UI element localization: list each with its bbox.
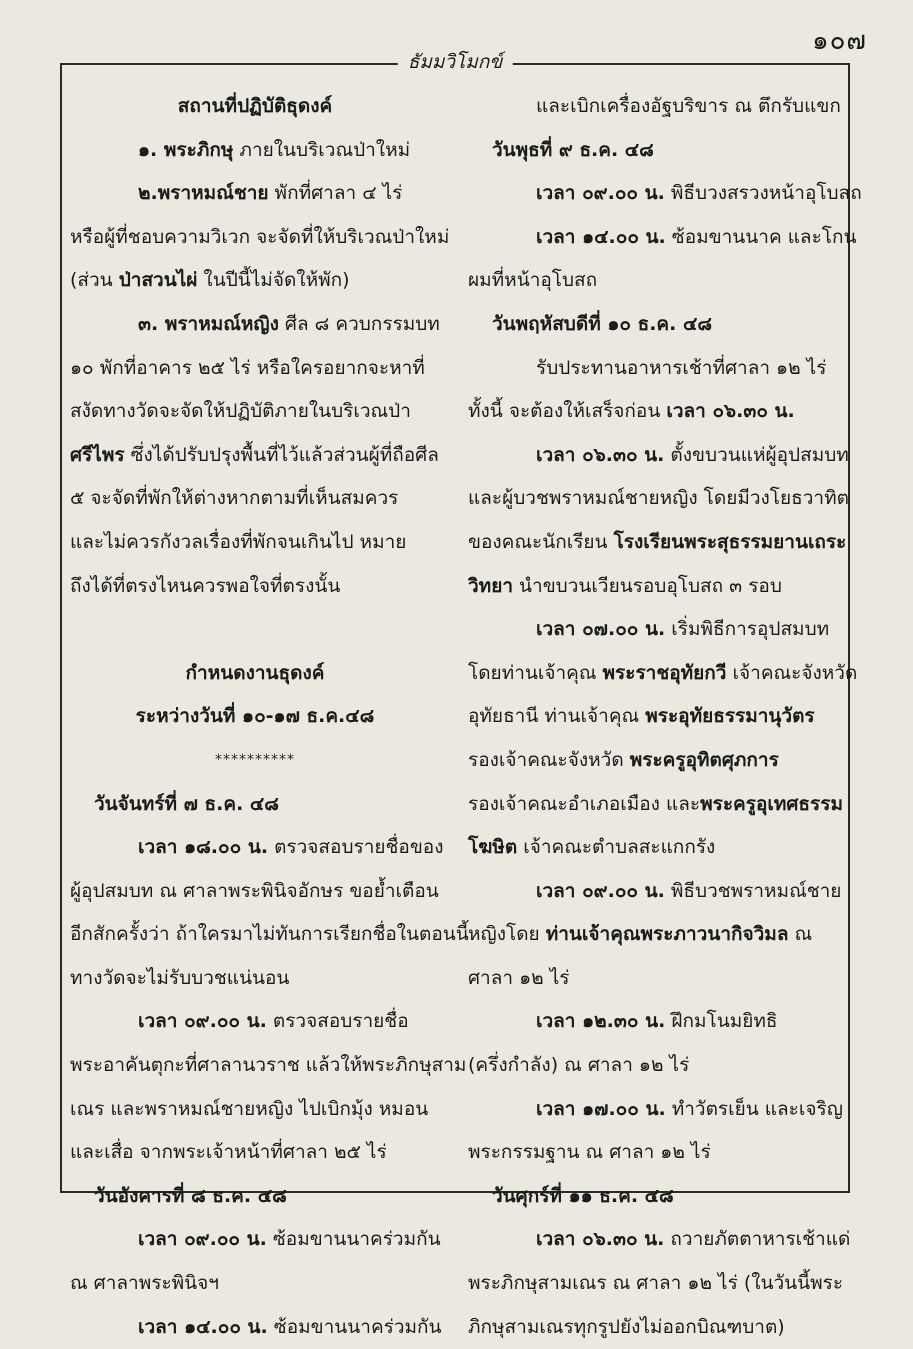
time-label: เวลา ๐๙.๐๐ น. xyxy=(138,1228,267,1251)
text-line: (ครึ่งกำลัง) ณ ศาลา ๑๒ ไร่ xyxy=(468,1054,690,1077)
text-line: และเบิกเครื่องอัฐบริขาร ณ ตึกรับแขก xyxy=(536,95,841,117)
day-heading-tuesday: วันอังคารที่ ๘ ธ.ค. ๔๘ xyxy=(94,1184,287,1207)
bold-term: วิทยา xyxy=(468,574,513,597)
section-title: สถานที่ปฏิบัติธุดงค์ xyxy=(177,95,333,117)
text-run: ภายในบริเวณป่าใหม่ xyxy=(233,138,411,161)
bold-term: ท่านเจ้าคุณพระภาวนากิจวิมล xyxy=(545,923,789,946)
text-line xyxy=(70,434,440,478)
right-column xyxy=(468,85,862,1349)
text-run: หญิงโดย xyxy=(468,923,546,946)
text-run: ศีล ๘ ควบกรรมบท xyxy=(278,312,440,335)
schedule-item xyxy=(468,172,862,216)
text-line: รับประทานอาหารเช้าที่ศาลา ๑๒ ไร่ xyxy=(536,356,827,379)
time-label: เวลา ๐๖.๓๐ น. xyxy=(666,400,795,423)
text-line: และผู้บวชพราหมณ์ชายหญิง โดยมีวงโยธวาทิต xyxy=(468,487,849,510)
text-line: ผมที่หน้าอุโบสถ xyxy=(468,269,598,292)
text-line xyxy=(70,129,440,173)
schedule-item xyxy=(468,608,838,652)
text-line: ผู้อุปสมบท ณ ศาลาพระพินิจอักษร ขอย้ำเตือน xyxy=(70,879,439,902)
text-line: เณร และพราหมณ์ชายหญิง ไปเบิกมุ้ง หมอน xyxy=(70,1097,429,1120)
text-run: ซ้อมขานนาคร่วมกัน xyxy=(266,1228,441,1251)
text-run: โดยท่านเจ้าคุณ xyxy=(468,661,603,684)
bold-term: ศรีไพร xyxy=(70,443,125,466)
text-run: ถวายภัตตาหารเช้าแด่ xyxy=(664,1228,851,1251)
text-run: รองเจ้าคณะอำเภอเมือง และ xyxy=(468,792,701,815)
text-run: ตรวจสอบรายชื่อ xyxy=(266,1010,409,1033)
time-label: เวลา ๑๔.๐๐ น. xyxy=(536,225,666,248)
text-run: ซึ่งได้ปรับปรุงพื้นที่ไว้แล้วส่วนผู้ที่ถือศีล xyxy=(124,443,439,466)
schedule-item xyxy=(70,1306,440,1349)
time-label: เวลา ๑๗.๐๐ น. xyxy=(536,1097,666,1120)
bold-term: ๓. พราหมณ์หญิง xyxy=(138,312,279,335)
bold-term: พระครูอุทิตศุภการ xyxy=(629,748,779,771)
text-run: ตรวจสอบรายชื่อของ xyxy=(268,836,444,859)
schedule-item xyxy=(70,1218,440,1262)
bold-term: พระครูอุเทศธรรม xyxy=(700,792,843,815)
text-run: ณ xyxy=(788,923,813,946)
schedule-item xyxy=(468,1088,843,1132)
text-line: สงัดทางวัดจะจัดให้ปฏิบัติภายในบริเวณป่า xyxy=(70,400,411,423)
schedule-item xyxy=(468,434,849,478)
time-label: เวลา ๐๖.๓๐ น. xyxy=(536,1228,665,1251)
blank-line xyxy=(70,608,440,652)
text-line: ภิกษุสามเณรทุกรูปยังไม่ออกบิณฑบาต) xyxy=(468,1315,785,1338)
schedule-item xyxy=(468,216,857,260)
text-run: เจ้าคณะตำบลสะแกกรัง xyxy=(517,836,716,859)
schedule-item xyxy=(70,826,444,870)
page-frame xyxy=(60,51,862,1338)
text-run: ในปีนี้ไม่จัดให้พัก) xyxy=(197,269,350,292)
time-label: เวลา ๐๖.๓๐ น. xyxy=(536,443,665,466)
text-run: พักที่ศาลา ๔ ไร่ xyxy=(268,182,403,205)
text-line xyxy=(468,652,858,696)
day-heading-friday: วันศุกร์ที่ ๑๑ ธ.ค. ๔๘ xyxy=(492,1184,674,1207)
day-heading-monday: วันจันทร์ที่ ๗ ธ.ค. ๔๘ xyxy=(94,792,279,815)
text-line: ๑๐ พักที่อาคาร ๒๕ ไร่ หรือใครอยากจะหาที่ xyxy=(70,356,425,379)
running-header: ธัมมวิโมกข์ xyxy=(398,47,513,77)
text-line: และไม่ควรกังวลเรื่องที่พักจนเกินไป หมาย xyxy=(70,530,407,553)
text-line: พระกรรมฐาน ณ ศาลา ๑๒ ไร่ xyxy=(468,1141,711,1164)
text-run: ฝึกมโนมยิทธิ xyxy=(665,1010,778,1033)
left-column xyxy=(70,85,469,1349)
text-line: พระภิกษุสามเณร ณ ศาลา ๑๒ ไร่ (ในวันนี้พระ xyxy=(468,1272,844,1295)
text-line xyxy=(70,303,440,347)
text-line xyxy=(468,521,847,565)
time-label: เวลา ๑๘.๐๐ น. xyxy=(138,836,269,859)
time-label: เวลา ๐๗.๐๐ น. xyxy=(536,618,666,641)
text-line: ๕ จะจัดที่พักให้ต่างหากตามที่เห็นสมควร xyxy=(70,487,399,510)
time-label: เวลา ๑๔.๐๐ น. xyxy=(138,1315,268,1338)
bold-term: โฆษิต xyxy=(468,836,518,859)
schedule-title: กำหนดงานธุดงค์ xyxy=(185,661,325,684)
text-run: พิธีบวชพราหมณ์ชาย xyxy=(664,879,842,902)
time-label: เวลา ๐๙.๐๐ น. xyxy=(536,182,665,205)
text-line xyxy=(468,913,838,957)
schedule-item xyxy=(468,1218,851,1262)
text-line xyxy=(468,739,838,783)
schedule-item xyxy=(70,1000,440,1044)
text-line: ทางวัดจะไม่รับบวชแน่นอน xyxy=(70,966,290,989)
page-number: ๑๐๗ xyxy=(812,26,867,56)
bold-term: ป่าสวนไผ่ xyxy=(118,269,198,292)
text-run: ซ้อมขานนาคร่วมกัน xyxy=(267,1315,442,1338)
separator-stars: ********** xyxy=(215,751,295,768)
text-run: ทั้งนี้ จะต้องให้เสร็จก่อน xyxy=(468,400,667,423)
schedule-item xyxy=(468,1000,838,1044)
text-line xyxy=(468,826,838,870)
text-line: พระอาคันตุกะที่ศาลานวราช แล้วให้พระภิกษุสาม xyxy=(70,1054,467,1077)
text-line: ศาลา ๑๒ ไร่ xyxy=(468,966,570,989)
text-run: นำขบวนเวียนรอบอุโบสถ ๓ รอบ xyxy=(513,574,782,597)
text-run: ตั้งขบวนแห่ผู้อุปสมบท xyxy=(664,443,849,466)
text-line xyxy=(70,259,440,303)
text-line xyxy=(468,783,843,827)
text-line xyxy=(468,390,838,434)
text-line: หรือผู้ที่ชอบความวิเวก จะจัดที่ให้บริเวณป่าใหม่ xyxy=(70,225,450,248)
schedule-range: ระหว่างวันที่ ๑๐-๑๗ ธ.ค.๔๘ xyxy=(135,705,375,728)
bold-term: โรงเรียนพระสุธรรมยานเถระ xyxy=(613,530,847,553)
day-heading-thursday: วันพฤหัสบดีที่ ๑๐ ธ.ค. ๔๘ xyxy=(492,312,713,335)
text-line: ณ ศาลาพระพินิจฯ xyxy=(70,1272,219,1295)
bold-term: พระอุทัยธรรมานุวัตร xyxy=(645,705,815,728)
text-line: อีกสักครั้งว่า ถ้าใครมาไม่ทันการเรียกชื่อในตอนนี้ xyxy=(70,923,469,946)
text-run: รองเจ้าคณะจังหวัด xyxy=(468,748,630,771)
bold-term: ๑. พระภิกษุ xyxy=(138,138,234,161)
text-line: ถึงได้ที่ตรงไหนควรพอใจที่ตรงนั้น xyxy=(70,574,341,597)
time-label: เวลา ๑๒.๓๐ น. xyxy=(536,1010,666,1033)
bold-term: พระราชอุทัยกวี xyxy=(602,661,727,684)
text-line: และเสื่อ จากพระเจ้าหน้าที่ศาลา ๒๕ ไร่ xyxy=(70,1141,387,1164)
text-run: ของคณะนักเรียน xyxy=(468,530,614,553)
schedule-item xyxy=(468,870,842,914)
text-run: ซ้อมขานนาค และโกน xyxy=(665,225,857,248)
text-run: พิธีบวงสรวงหน้าอุโบสถ xyxy=(664,182,862,205)
text-run: เริ่มพิธีการอุปสมบท xyxy=(665,618,830,641)
text-line xyxy=(468,565,838,609)
time-label: เวลา ๐๙.๐๐ น. xyxy=(138,1010,267,1033)
text-run: เจ้าคณะจังหวัด xyxy=(726,661,858,684)
text-run: ทำวัตรเย็น และเจริญ xyxy=(665,1097,843,1120)
time-label: เวลา ๐๙.๐๐ น. xyxy=(536,879,665,902)
day-heading-wednesday: วันพุธที่ ๙ ธ.ค. ๔๘ xyxy=(492,138,654,161)
text-line xyxy=(70,172,440,216)
bold-term: ๒.พราหมณ์ชาย xyxy=(138,182,269,205)
text-run: (ส่วน xyxy=(70,269,119,292)
text-run: อุทัยธานี ท่านเจ้าคุณ xyxy=(468,705,646,728)
text-line xyxy=(468,695,838,739)
